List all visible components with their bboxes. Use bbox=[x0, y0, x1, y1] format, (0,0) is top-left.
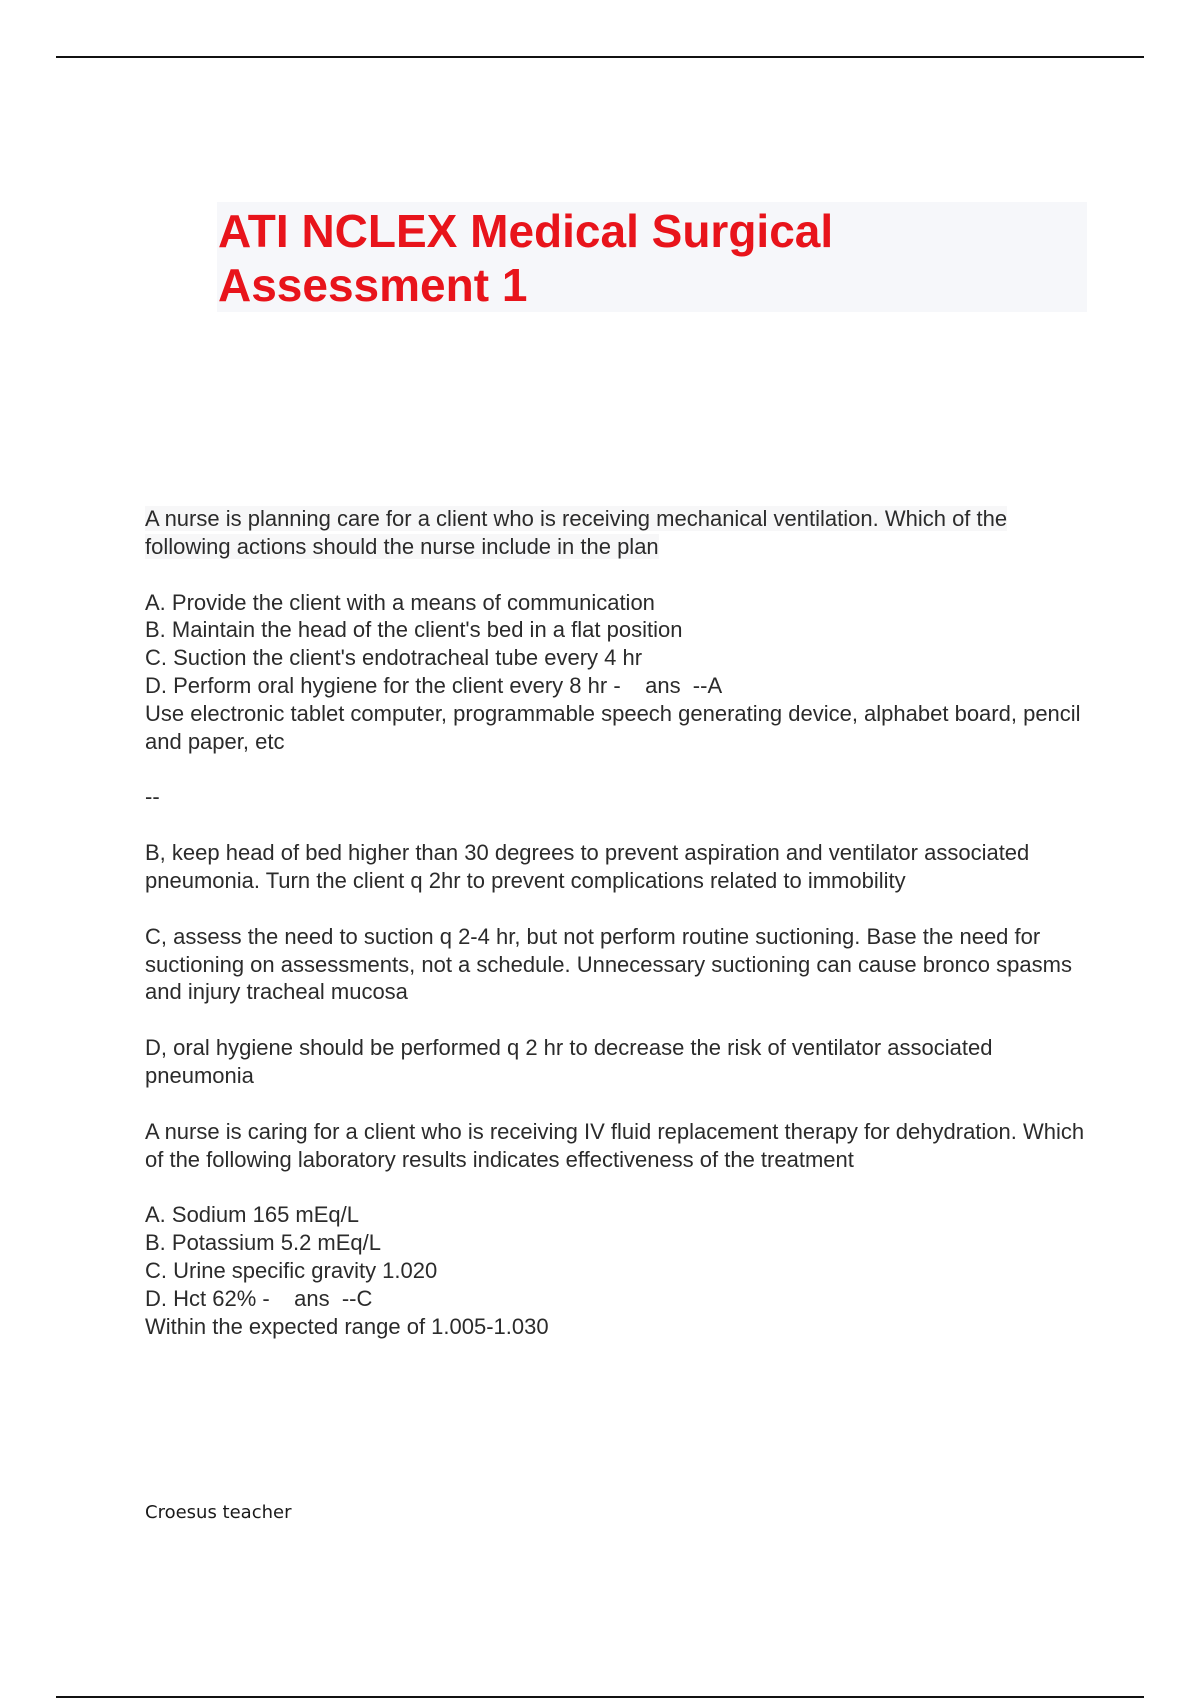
question-1-option-b: B. Maintain the head of the client's bed in a flat position bbox=[145, 617, 683, 643]
question-1-stem bbox=[145, 505, 1095, 561]
question-2-option-d: D. Hct 62% - ans --C bbox=[145, 1285, 373, 1311]
separator-text: -- bbox=[145, 784, 160, 810]
question-2-rationale: Within the expected range of 1.005-1.030 bbox=[145, 1313, 549, 1339]
rationale-b-text: B, keep head of bed higher than 30 degrees to prevent aspiration and ventilator associated pneumonia. Turn the client q 2hr to prevent complications related to immobility bbox=[145, 840, 1030, 893]
question-2-stem-text: A nurse is caring for a client who is receiving IV fluid replacement therapy for dehydration. Which of the following laboratory results indicates effectiveness of the treatment bbox=[145, 1118, 1085, 1172]
question-1-rationale-d bbox=[145, 1034, 1095, 1090]
rationale-c-text: C, assess the need to suction q 2-4 hr, but not perform routine suctioning. Base the need for suctioning on assessments, not a schedule. Unnecessary suctioning can cause bronco spasms and injury tracheal mucosa bbox=[145, 923, 1072, 1005]
question-2-options bbox=[145, 1201, 1095, 1340]
document-body bbox=[145, 505, 1095, 1368]
question-2-option-a: A. Sodium 165 mEq/L bbox=[145, 1202, 360, 1228]
rationale-d-text: D, oral hygiene should be performed q 2 hr to decrease the risk of ventilator associated pneumonia bbox=[145, 1035, 993, 1088]
document-title bbox=[218, 204, 1078, 312]
question-2-option-c: C. Urine specific gravity 1.020 bbox=[145, 1257, 438, 1283]
question-1-separator bbox=[145, 783, 1095, 811]
question-1-option-c: C. Suction the client's endotracheal tube every 4 hr bbox=[145, 645, 643, 671]
question-1-option-a: A. Provide the client with a means of communication bbox=[145, 589, 655, 615]
question-1-rationale-b bbox=[145, 839, 1095, 895]
question-1-rationale-c bbox=[145, 923, 1095, 1006]
question-1-options bbox=[145, 589, 1095, 756]
question-1-stem-text: A nurse is planning care for a client who is receiving mechanical ventilation. Which of the following actions should the nurse include in the plan bbox=[145, 506, 1008, 559]
top-rule bbox=[56, 56, 1144, 58]
question-1-option-d: D. Perform oral hygiene for the client every 8 hr - ans --A bbox=[145, 672, 723, 698]
title-line-1: ATI NCLEX Medical Surgical bbox=[218, 205, 834, 257]
bottom-rule bbox=[56, 1696, 1144, 1698]
question-2-option-b: B. Potassium 5.2 mEq/L bbox=[145, 1230, 381, 1256]
title-line-2: Assessment 1 bbox=[218, 259, 528, 311]
question-2-stem bbox=[145, 1118, 1095, 1174]
question-1-rationale-a: Use electronic tablet computer, programmable speech generating device, alphabet board, pencil and paper, etc bbox=[145, 700, 1081, 754]
footer-author: Croesus teacher bbox=[145, 1502, 292, 1523]
